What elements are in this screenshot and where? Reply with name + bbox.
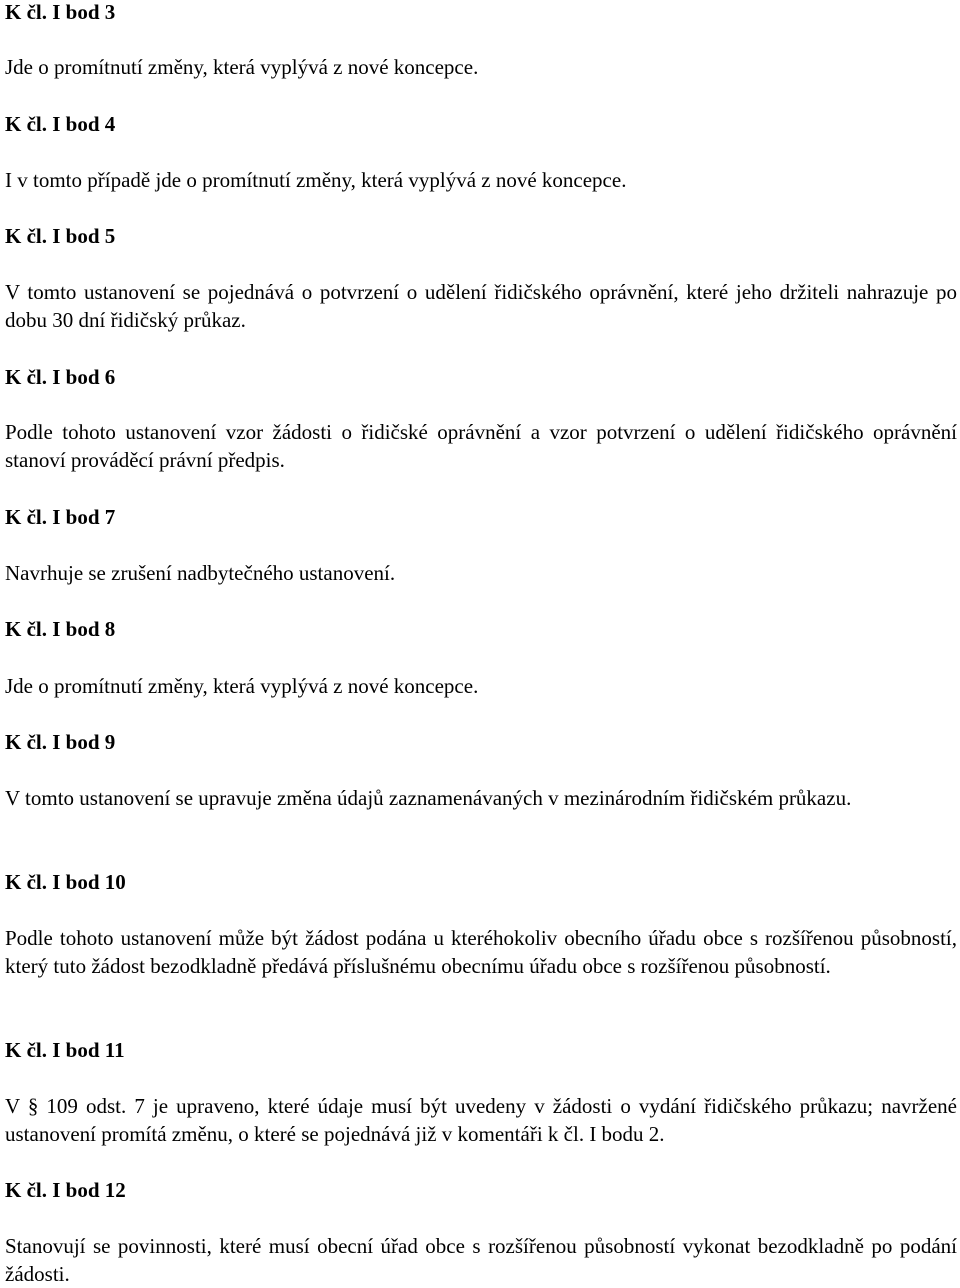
section-paragraph: V tomto ustanovení se pojednává o potvrzení o udělení řidičského oprávnění, které jeho držiteli nahrazuje po dobu 30 dní řidičský průkaz. bbox=[5, 280, 957, 332]
section-heading: K čl. I bod 5 bbox=[5, 224, 116, 248]
section-paragraph: Podle tohoto ustanovení vzor žádosti o řidičské oprávnění a vzor potvrzení o udělení řidičského oprávnění stanoví prováděcí právní předpis. bbox=[5, 420, 957, 472]
section-paragraph: Podle tohoto ustanovení může být žádost podána u kteréhokoliv obecního úřadu obce s rozšířenou působností, který tuto žádost bezodkladně předává příslušnému obecnímu úřadu obce s rozšířenou působností. bbox=[5, 926, 957, 978]
section-heading: K čl. I bod 8 bbox=[5, 617, 116, 641]
section-heading: K čl. I bod 10 bbox=[5, 870, 126, 894]
section-paragraph: Stanovují se povinnosti, které musí obecní úřad obce s rozšířenou působností vykonat bezodkladně po podání žádosti. bbox=[5, 1234, 957, 1286]
section-bod-7 bbox=[5, 503, 957, 587]
section-bod-10 bbox=[5, 868, 957, 980]
section-bod-8 bbox=[5, 615, 957, 700]
section-bod-12 bbox=[5, 1176, 957, 1288]
section-paragraph: V tomto ustanovení se upravuje změna údajů zaznamenávaných v mezinárodním řidičském průkazu. bbox=[5, 786, 852, 810]
section-bod-9 bbox=[5, 728, 957, 812]
section-heading: K čl. I bod 9 bbox=[5, 730, 116, 754]
section-paragraph: Jde o promítnutí změny, která vyplývá z nové koncepce. bbox=[5, 674, 479, 698]
section-paragraph: Navrhuje se zrušení nadbytečného ustanovení. bbox=[5, 561, 396, 585]
section-heading: K čl. I bod 6 bbox=[5, 365, 116, 389]
section-bod-3 bbox=[5, 0, 957, 81]
section-heading: K čl. I bod 12 bbox=[5, 1178, 126, 1202]
section-paragraph: V § 109 odst. 7 je upraveno, které údaje musí být uvedeny v žádosti o vydání řidičského průkazu; navržené ustanovení promítá změnu, o které se pojednává již v komentáři k čl. I bodu 2. bbox=[5, 1094, 957, 1146]
section-heading: K čl. I bod 11 bbox=[5, 1038, 125, 1062]
section-bod-6 bbox=[5, 363, 957, 474]
section-heading: K čl. I bod 7 bbox=[5, 505, 116, 529]
section-bod-5 bbox=[5, 222, 957, 334]
section-bod-4 bbox=[5, 110, 957, 194]
section-heading: K čl. I bod 3 bbox=[5, 0, 116, 24]
section-heading: K čl. I bod 4 bbox=[5, 112, 116, 136]
section-paragraph: Jde o promítnutí změny, která vyplývá z nové koncepce. bbox=[5, 55, 479, 79]
section-bod-11 bbox=[5, 1036, 957, 1148]
section-paragraph: I v tomto případě jde o promítnutí změny, která vyplývá z nové koncepce. bbox=[5, 168, 627, 192]
